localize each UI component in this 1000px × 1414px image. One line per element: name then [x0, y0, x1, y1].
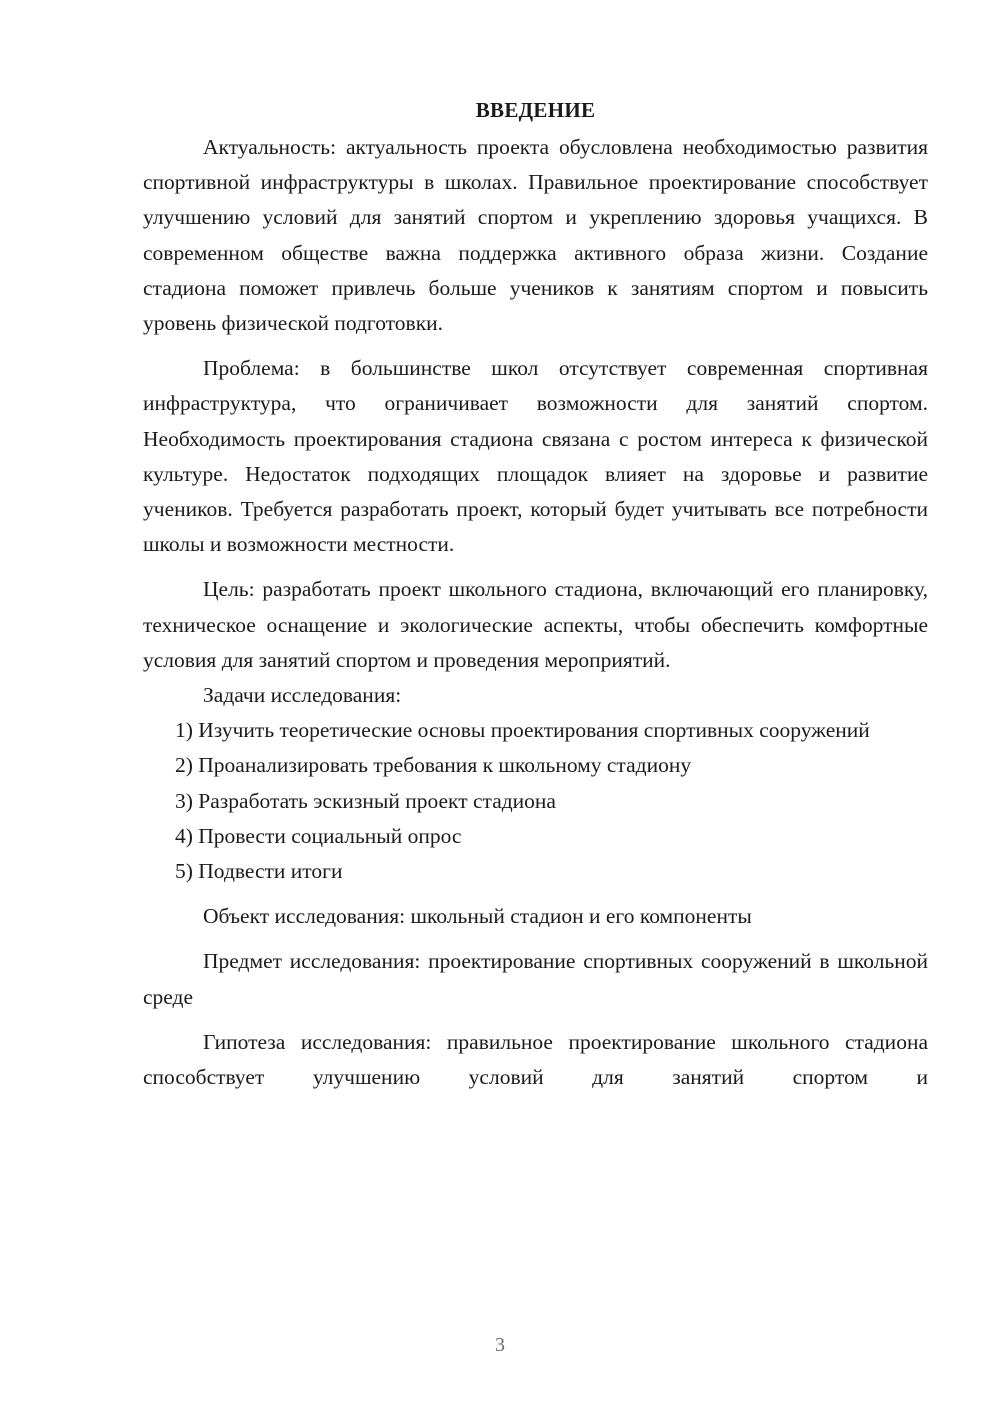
task-item-1: 1) Изучить теоретические основы проектирования спортивных сооружений: [175, 718, 870, 743]
page-number: 3: [495, 1334, 505, 1356]
paragraph-object: Объект исследования: школьный стадион и его компоненты: [203, 904, 752, 929]
paragraph-goal: Цель: разработать проект школьного стадиона, включающий его планировку, техническое оснащение и экологические аспекты, чтобы обеспечить комфортные условия для занятий спортом и проведения мероприятий.: [143, 577, 928, 672]
task-item-4: 4) Провести социальный опрос: [175, 823, 462, 848]
task-item-5: 5) Подвести итоги: [175, 859, 343, 884]
paragraph-hypothesis: Гипотеза исследования: правильное проектирование школьного стадиона способствует улучшению условий для занятий спортом и: [143, 1029, 928, 1090]
task-item-2: 2) Проанализировать требования к школьному стадиону: [175, 753, 692, 778]
paragraph-subject: Предмет исследования: проектирование спортивных сооружений в школьной среде: [143, 949, 928, 1009]
document-title: ВВЕДЕНИЕ: [475, 98, 596, 122]
tasks-heading: Задачи исследования:: [203, 683, 402, 708]
document-page: [143, 93, 928, 1095]
task-item-3: 3) Разработать эскизный проект стадиона: [175, 788, 556, 813]
paragraph-problem: Проблема: в большинстве школ отсутствует современная спортивная инфраструктура, что ограничивает возможности для занятий спортом. Необходимость проектирования стадиона связана с ростом интереса к физической культуре. Недостаток подходящих площадок влияет на здоровье и развитие учеников. Требуется разработать проект, который будет учитывать все потребности школы и возможности местности.: [143, 356, 928, 557]
paragraph-relevance: Актуальность: актуальность проекта обусловлена необходимостью развития спортивной инфраструктуры в школах. Правильное проектирование способствует улучшению условий для занятий спортом и укреплению здоровья учащихся. В современном обществе важна поддержка активного образа жизни. Создание стадиона поможет привлечь больше учеников к занятиям спортом и повысить уровень физической подготовки.: [143, 135, 928, 336]
